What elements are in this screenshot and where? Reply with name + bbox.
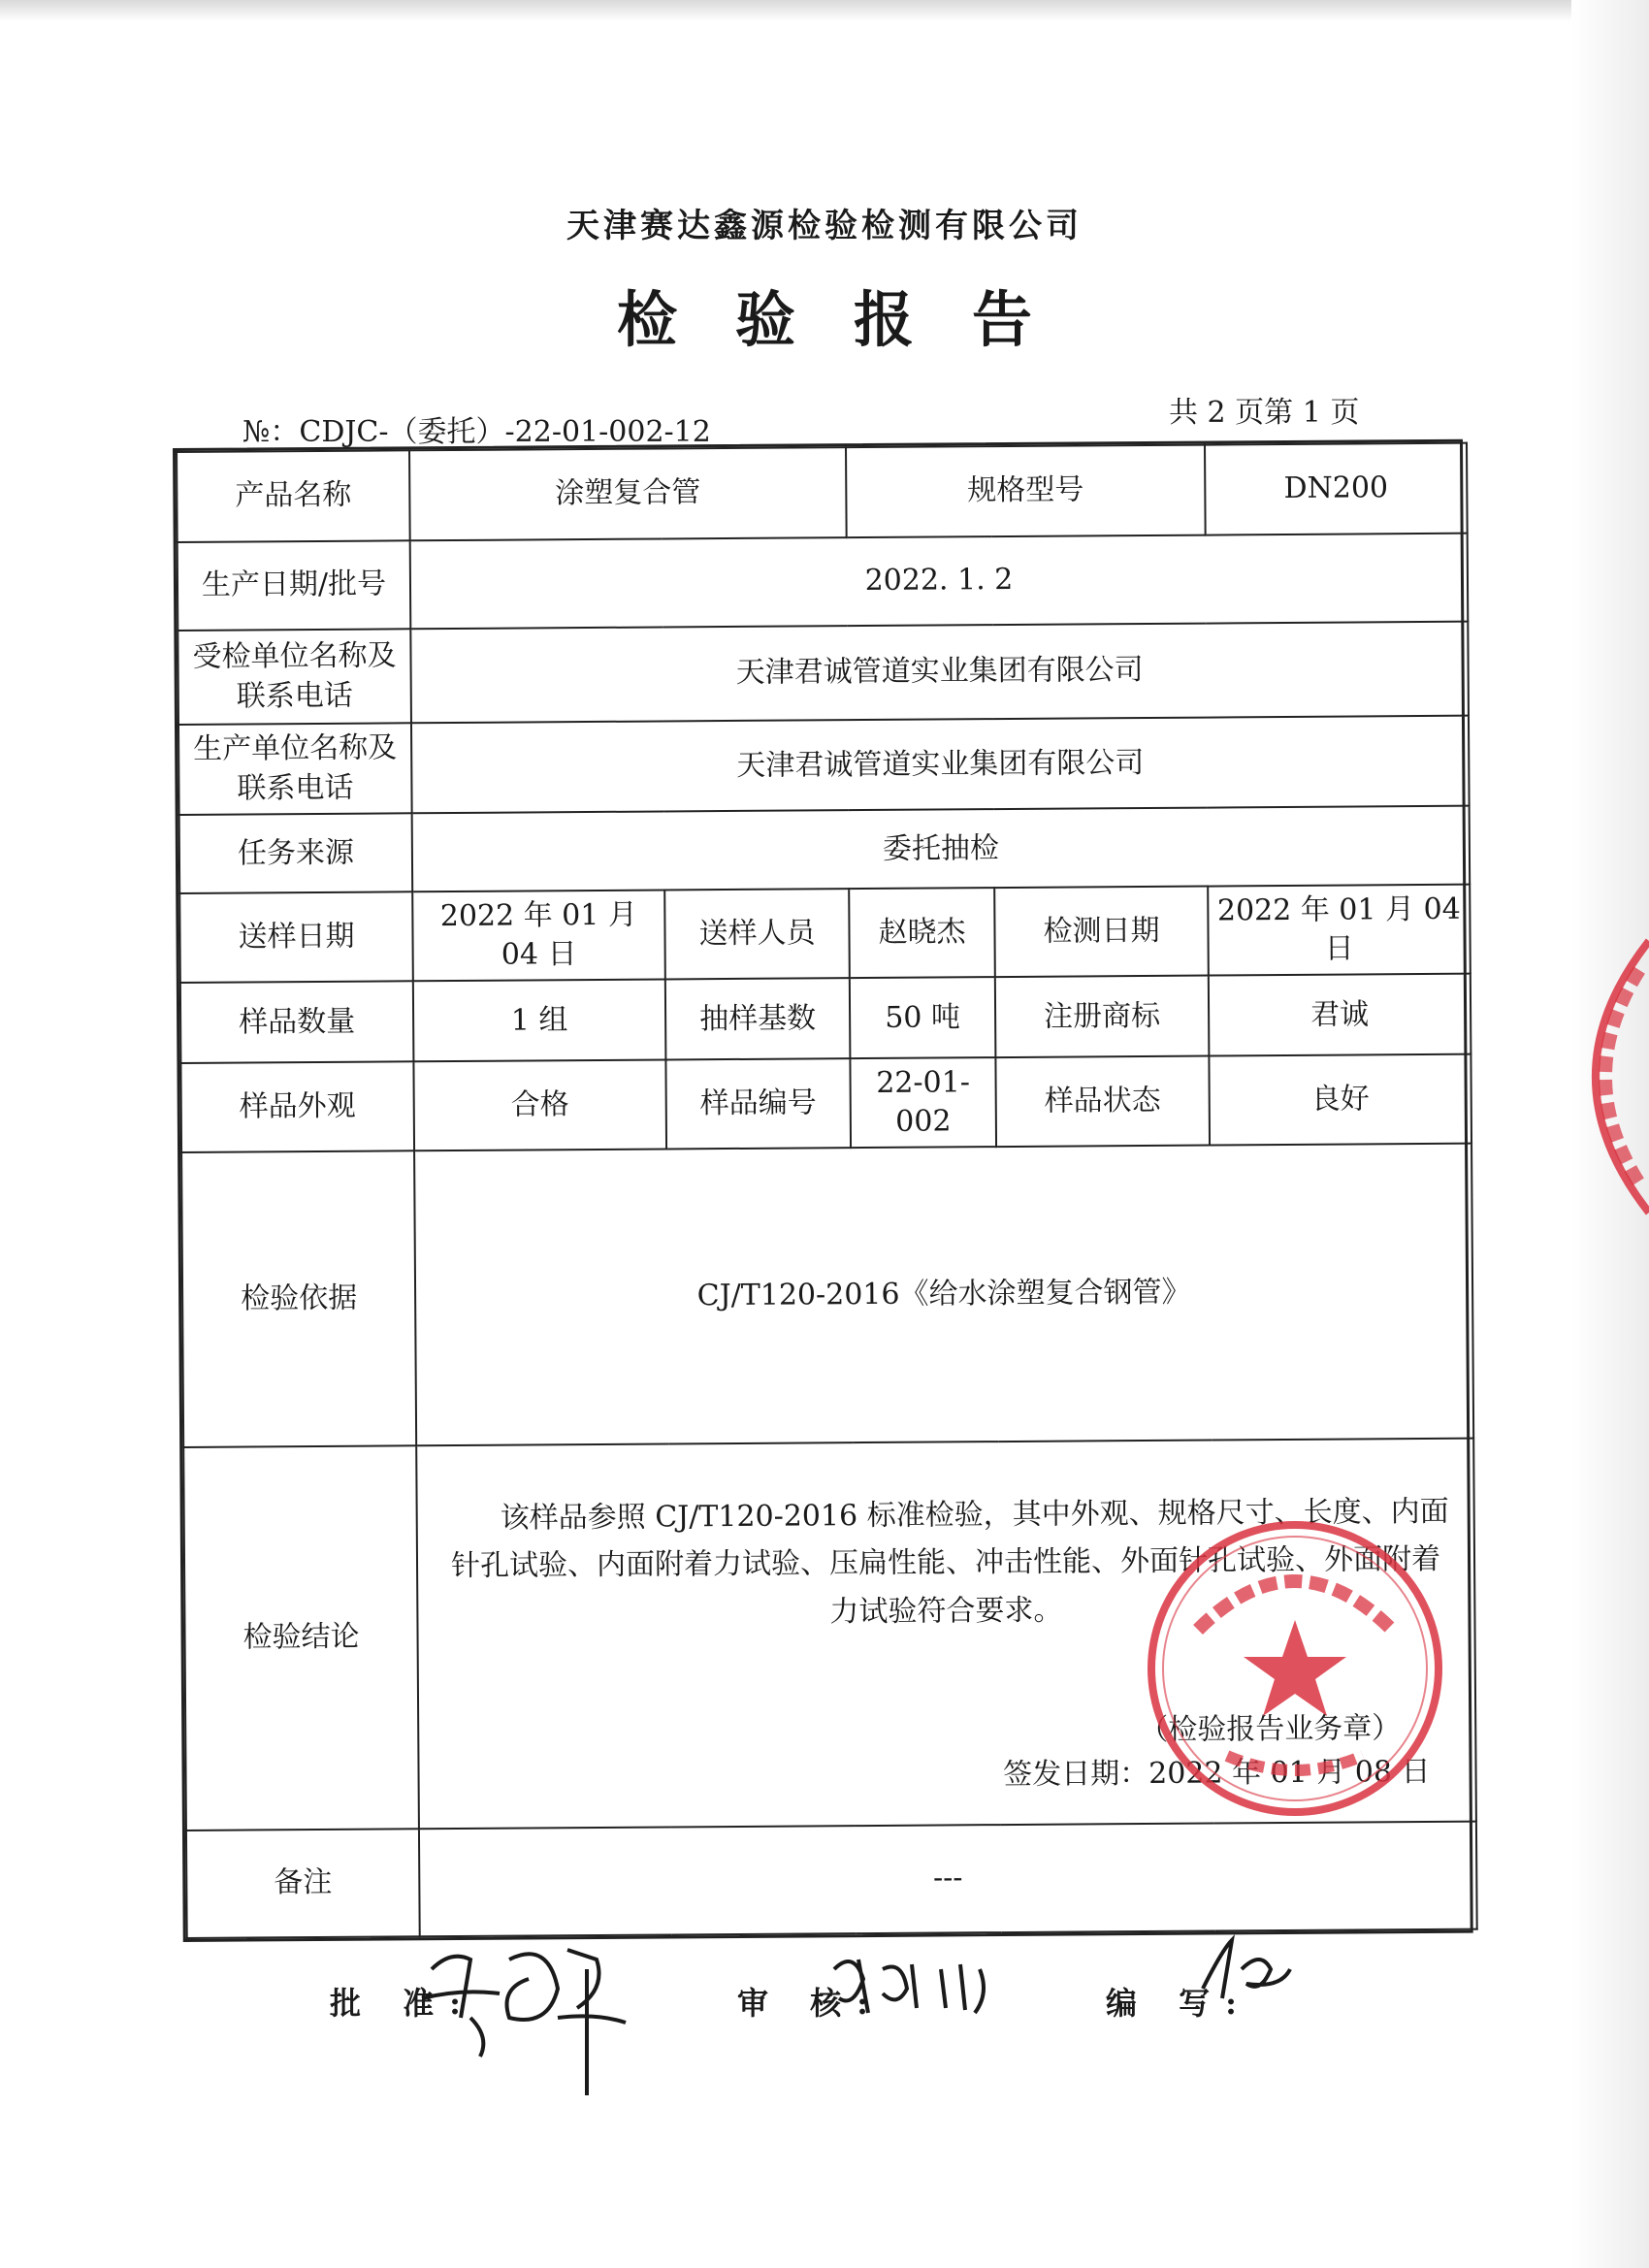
- issue-date: 签发日期：2022 年 01 月 08 日: [1003, 1754, 1431, 1792]
- report-title: 检验报告: [616, 284, 1090, 355]
- basis-value: CJ/T120-2016《给水涂塑复合钢管》: [414, 1144, 1473, 1445]
- sample-state-value: 良好: [1209, 1054, 1471, 1146]
- product-name-label: 产品名称: [177, 450, 410, 542]
- company-seal: [1140, 1513, 1450, 1824]
- row-basis: [181, 1144, 1473, 1447]
- compiler-signature: [1193, 1930, 1300, 2008]
- approve-label: 批 准:: [330, 1985, 476, 2022]
- side-seal: [1542, 931, 1649, 1222]
- row-quantity: [180, 974, 1471, 1063]
- approver-signature: [412, 1930, 645, 2105]
- inspected-unit-value: 天津君诚管道实业集团有限公司: [410, 622, 1469, 724]
- company-name: 天津赛达鑫源检验检测有限公司: [566, 207, 1083, 245]
- task-source-value: 委托抽检: [412, 806, 1471, 892]
- production-date-label: 生产日期/批号: [178, 540, 411, 631]
- sample-state-label: 样品状态: [995, 1056, 1210, 1148]
- row-production-date: [178, 534, 1469, 631]
- row-producer: [178, 716, 1470, 815]
- page-info: 共 2 页第 1 页: [1169, 396, 1360, 430]
- producer-value: 天津君诚管道实业集团有限公司: [411, 716, 1470, 814]
- seal-note: （检验报告业务章）: [1139, 1711, 1402, 1748]
- spec-label: 规格型号: [846, 445, 1206, 538]
- test-date-label: 检测日期: [994, 887, 1209, 978]
- row-remarks: [186, 1821, 1477, 1938]
- inspected-unit-label: 受检单位名称及联系电话: [178, 629, 411, 725]
- row-product: [177, 443, 1468, 542]
- row-task-source: [179, 806, 1471, 893]
- base-label: 抽样基数: [665, 979, 851, 1060]
- task-source-label: 任务来源: [179, 814, 413, 894]
- review-label: 审 核:: [737, 1985, 884, 2022]
- producer-label: 生产单位名称及联系电话: [178, 724, 412, 816]
- reviewer-signature: [824, 1940, 1009, 2027]
- row-inspected-unit: [178, 622, 1469, 725]
- compile-label: 编 写:: [1106, 1985, 1252, 2022]
- quantity-label: 样品数量: [180, 982, 414, 1064]
- remarks-label: 备注: [186, 1829, 420, 1938]
- send-date-label: 送样日期: [179, 892, 413, 984]
- appearance-value: 合格: [413, 1060, 666, 1151]
- remarks-value: ---: [419, 1821, 1477, 1936]
- test-date-value: 2022 年 01 月 04 日: [1208, 885, 1471, 976]
- base-value: 50 吨: [850, 978, 996, 1059]
- row-appearance: [180, 1054, 1471, 1152]
- production-date-value: 2022. 1. 2: [410, 534, 1469, 630]
- appearance-label: 样品外观: [180, 1062, 414, 1153]
- sample-number-value: 22-01-002: [850, 1057, 996, 1148]
- row-send-date: [179, 885, 1471, 983]
- quantity-value: 1 组: [413, 980, 666, 1062]
- conclusion-label: 检验结论: [183, 1445, 419, 1830]
- scan-shadow-top: [0, 0, 1649, 21]
- product-name-value: 涂塑复合管: [409, 447, 847, 540]
- spec-value: DN200: [1205, 443, 1468, 535]
- sender-value: 赵晓杰: [849, 888, 995, 978]
- sample-number-label: 样品编号: [665, 1059, 851, 1150]
- send-date-value: 2022 年 01 月 04 日: [412, 891, 665, 982]
- basis-label: 检验依据: [181, 1151, 416, 1447]
- conclusion-text: 该样品参照 CJ/T120-2016 标准检验，其中外观、规格尺寸、长度、内面针孔试验、内面附着力试验、压扁性能、冲击性能、外面针孔试验、外面附着力试验符合要求。: [450, 1494, 1449, 1629]
- trademark-value: 君诚: [1209, 974, 1471, 1056]
- sender-label: 送样人员: [664, 889, 850, 979]
- trademark-label: 注册商标: [995, 976, 1210, 1058]
- report-number: №：CDJC-（委托）-22-01-002-12: [242, 415, 711, 449]
